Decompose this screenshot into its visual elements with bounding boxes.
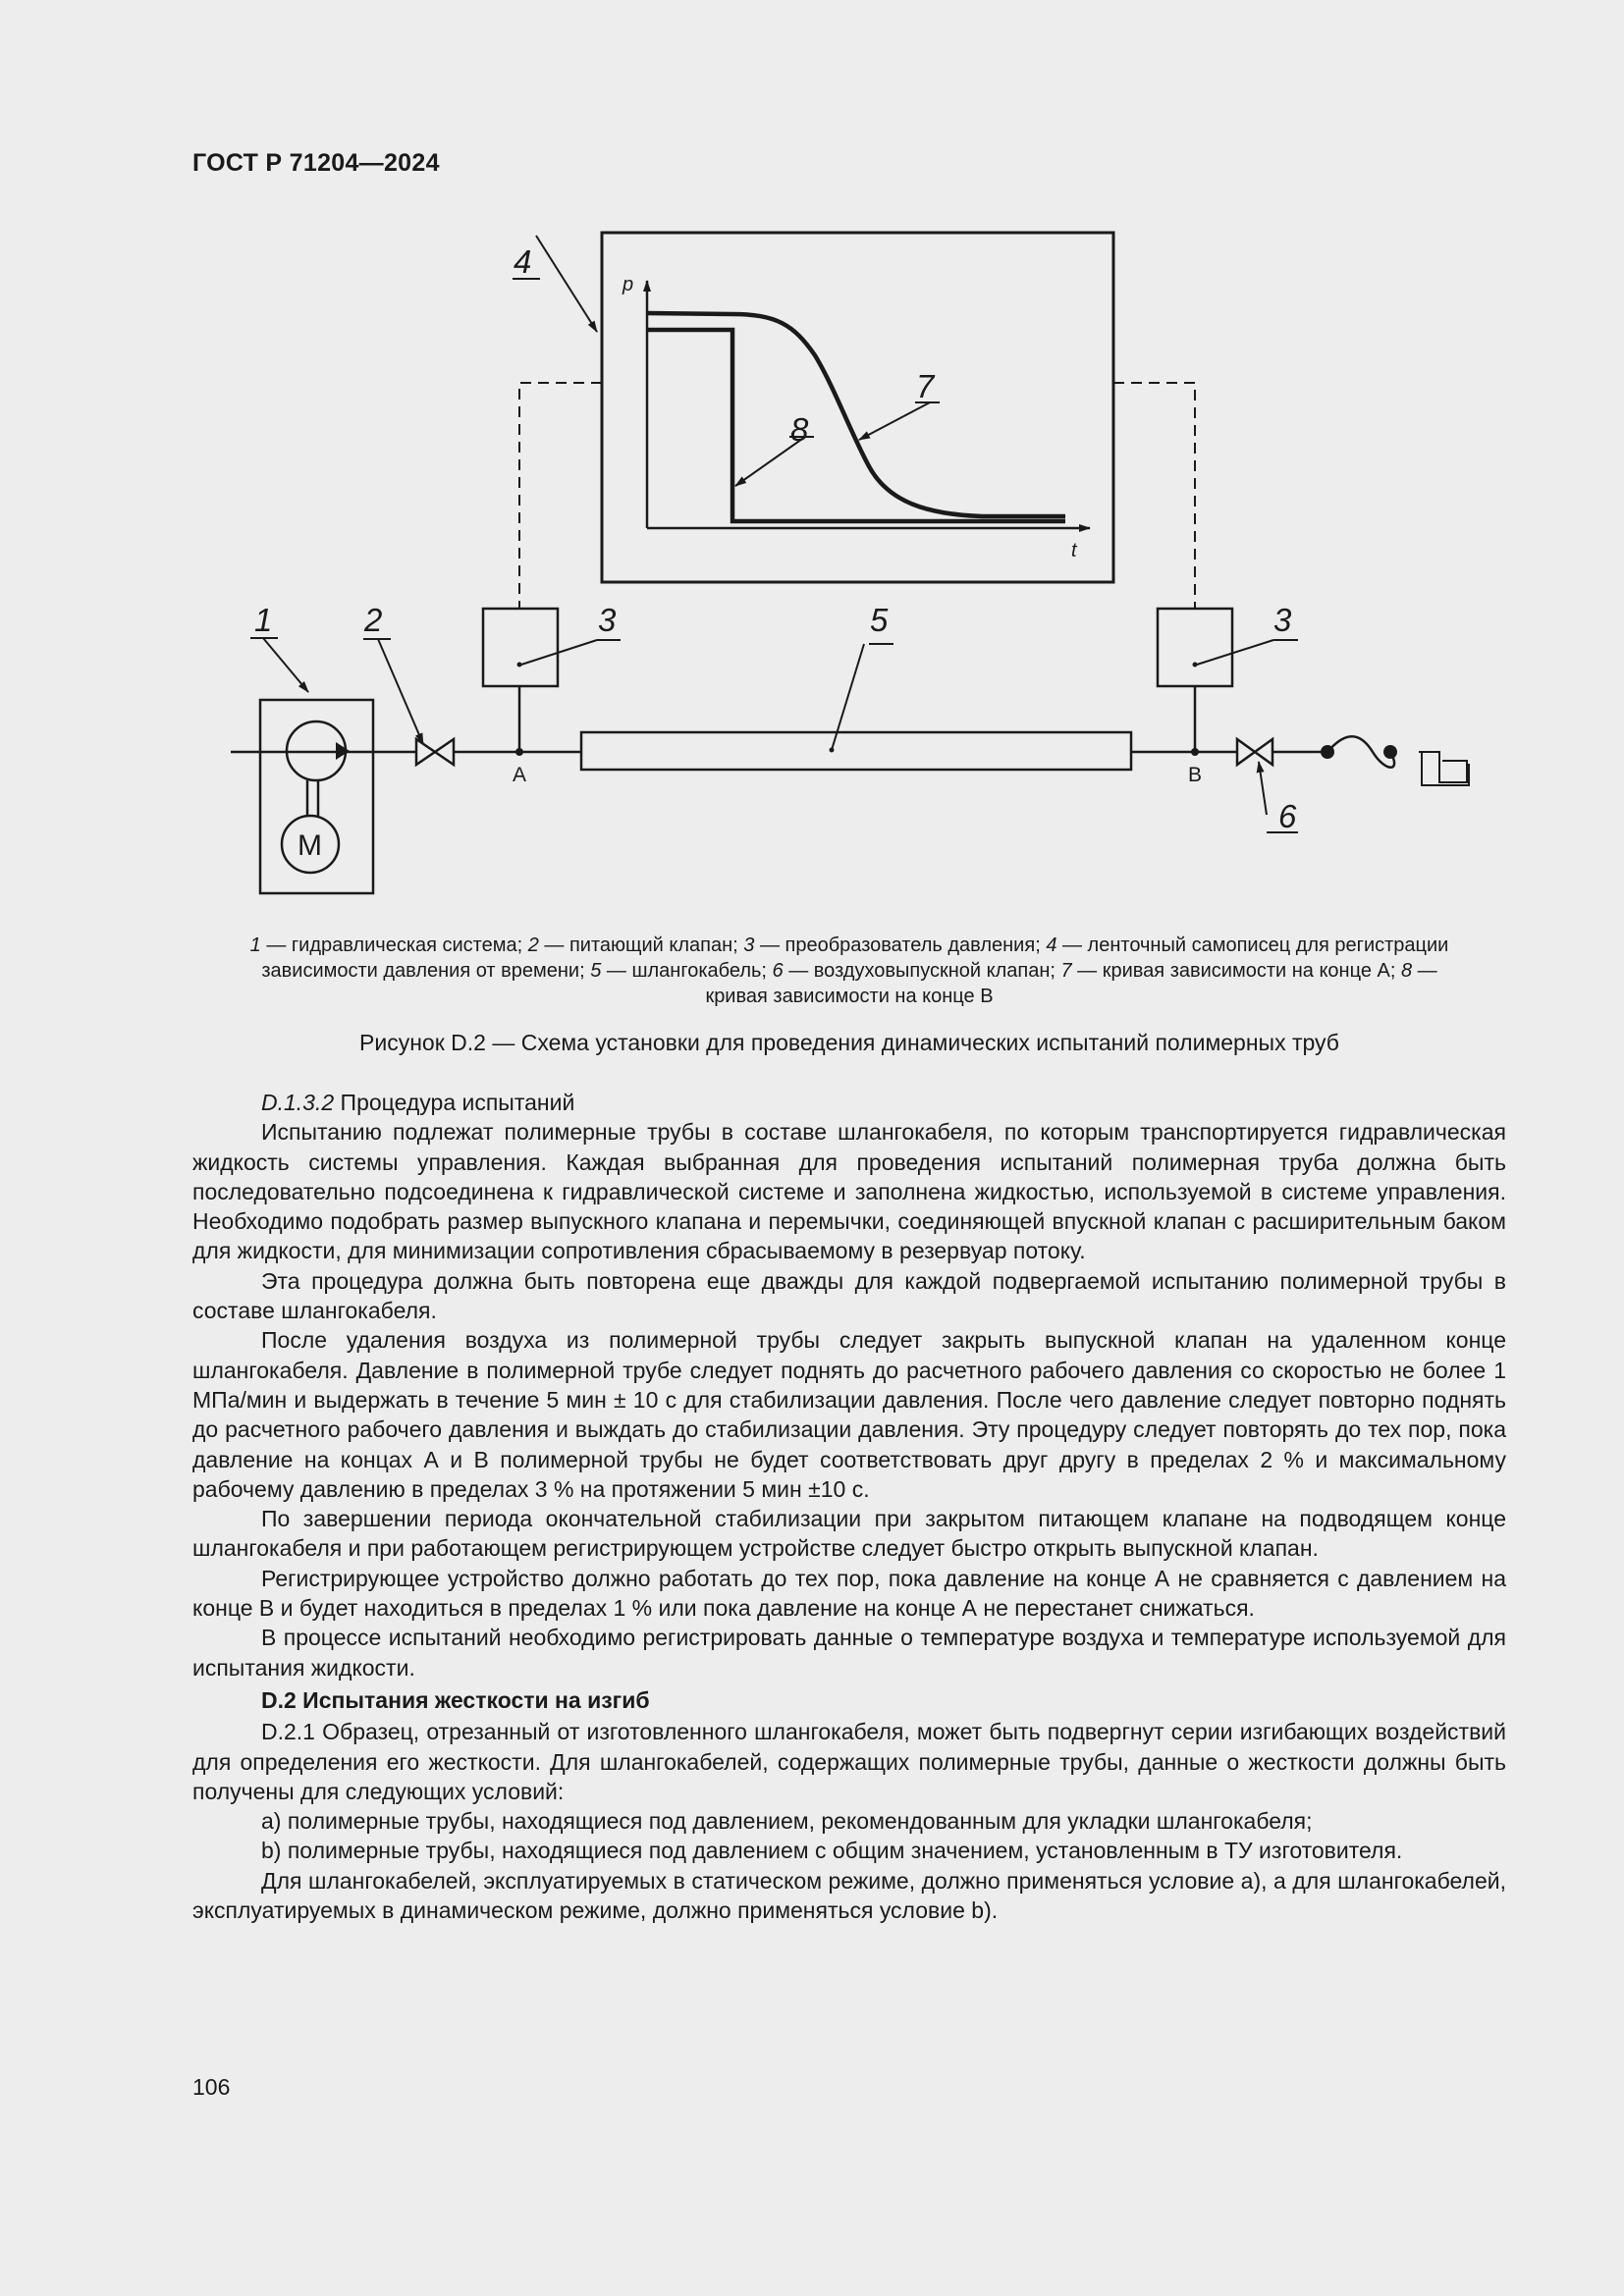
paragraph: Регистрирующее устройство должно работать до тех пор, пока давление на конце А не сравняется с давлением на конце В и будет находиться в пределах 1 % или пока давление на конце А не перестанет снижаться. (192, 1565, 1506, 1622)
callout-2: 2 (364, 602, 383, 638)
legend-text: — питающий клапан; (538, 934, 744, 956)
legend-num: 2 (527, 934, 539, 956)
paragraph: Испытанию подлежат полимерные трубы в составе шлангокабеля, по которым транспортируется гидравлическая жидкость системы управления. Каждая выбранная для проведения испытаний полимерная труба должна быть последовательно подсоединена к гидравлической системе и заполнена жидкостью, используемой в системе управления. Необходимо подобрать размер выпускного клапана и перемычки, соединяющей впускной клапан с расширительным баком для жидкости, для минимизации сопротивления сбрасываемому в резервуар потоку. (192, 1119, 1506, 1264)
transducer-b-box (1158, 609, 1232, 686)
document-header: ГОСТ Р 71204—2024 (192, 149, 440, 177)
point-b-label: B (1188, 764, 1203, 786)
callout-4: 4 (514, 243, 532, 280)
recorder-box (602, 233, 1113, 582)
schematic-diagram (0, 0, 1624, 982)
pump-direction-icon (336, 742, 350, 760)
legend-text: — воздуховыпускной клапан; (783, 960, 1061, 982)
p-axis-label: p (623, 274, 634, 295)
dashed-link-a (519, 383, 602, 609)
callout-3a: 3 (598, 602, 617, 638)
transducer-a-box (483, 609, 558, 686)
paragraph: По завершении периода окончательной стабилизации при закрытом питающем клапане на подводящем конце шлангокабеля и при работающем регистрирующем устройстве следует быстро открыть выпускной клапан. (192, 1506, 1506, 1562)
paragraph: В процессе испытаний необходимо регистрировать данные о температуре воздуха и температуре используемой для испытания жидкости. (192, 1625, 1506, 1681)
callout-3b: 3 (1273, 602, 1292, 638)
list-item: a) полимерные трубы, находящиеся под давлением, рекомендованным для укладки шлангокабеля; (261, 1808, 1313, 1835)
legend-text: — ленточный самописец для регистрации зависимости давления от времени; (261, 934, 1449, 982)
callout-5: 5 (870, 602, 889, 638)
legend-text: — шлангокабель; (601, 960, 773, 982)
legend-num: 8 (1400, 960, 1413, 982)
legend-num: 4 (1046, 934, 1057, 956)
legend-num: 3 (743, 934, 755, 956)
paragraph: Эта процедура должна быть повторена еще дважды для каждой подвергаемой испытанию полимерной трубы в составе шлангокабеля. (192, 1267, 1506, 1324)
legend-num: 1 (249, 934, 261, 956)
legend-num: 6 (772, 960, 784, 982)
subsection-number: D.1.3.2 (261, 1090, 335, 1115)
figure-caption: Рисунок D.2 — Схема установки для проведения динамических испытаний полимерных труб (359, 1030, 1339, 1055)
pump-unit-box (260, 700, 373, 893)
legend-text: — преобразователь давления; (754, 934, 1047, 956)
motor-label: M (298, 829, 322, 862)
subsection-title (192, 1088, 1506, 1117)
section-heading: D.2 Испытания жесткости на изгиб (261, 1686, 650, 1713)
paragraph: После удаления воздуха из полимерной трубы следует закрыть выпускной клапан на удаленном конце шлангокабеля. Давление в полимерной трубе следует поднять до расчетного рабочего давления со скоростью не более 1 МПа/мин и выдержать в течение 5 мин ± 10 с для стабилизации давления. После чего давление следует повторно поднять до расчетного рабочего давления и выждать до стабилизации давления. Эту процедуру следует повторять до тех пор, пока давление на концах А и В полимерной трубы не будет соответствовать друг другу в пределах 2 % и максимальному рабочему давлению в пределах 3 % на протяжении 5 мин ±10 с. (192, 1327, 1506, 1502)
vent-valve (1237, 739, 1272, 765)
subsection-name: Процедура испытаний (334, 1090, 575, 1115)
test-setup-figure (0, 0, 1624, 982)
callout-1: 1 (254, 602, 273, 638)
dashed-link-b (1113, 383, 1195, 609)
legend-num: 5 (590, 960, 602, 982)
callout-8: 8 (790, 411, 809, 448)
t-axis-label: t (1071, 540, 1077, 561)
list-item: b) полимерные трубы, находящиеся под давлением с общим значением, установленным в ТУ изготовителя. (261, 1838, 1403, 1864)
figure-legend (245, 933, 1453, 1009)
body-text (192, 1088, 1506, 1925)
callout-6: 6 (1278, 798, 1297, 834)
legend-num: 7 (1060, 960, 1072, 982)
point-a-label: A (513, 764, 527, 786)
page-number: 106 (192, 2074, 231, 2100)
callout-7: 7 (916, 368, 935, 404)
legend-text: — гидравлическая система; (260, 934, 528, 956)
curve-7 (647, 313, 1065, 516)
curve-8 (647, 330, 1065, 521)
legend-text: — кривая зависимости на конце А; (1071, 960, 1401, 982)
legend-text: — кривая зависимости на конце В (705, 960, 1437, 1007)
paragraph: Для шлангокабелей, эксплуатируемых в статическом режиме, должно применяться условие a), а для шлангокабелей, эксплуатируемых в динамическом режиме, должно применяться условие b). (192, 1867, 1506, 1924)
paragraph: D.2.1 Образец, отрезанный от изготовленного шлангокабеля, может быть подвергнут серии изгибающих воздействий для определения его жесткости. Для шлангокабелей, содержащих полимерные трубы, данные о жесткости должны быть получены для следующих условий: (192, 1719, 1506, 1804)
umbilical-tube (581, 732, 1131, 770)
